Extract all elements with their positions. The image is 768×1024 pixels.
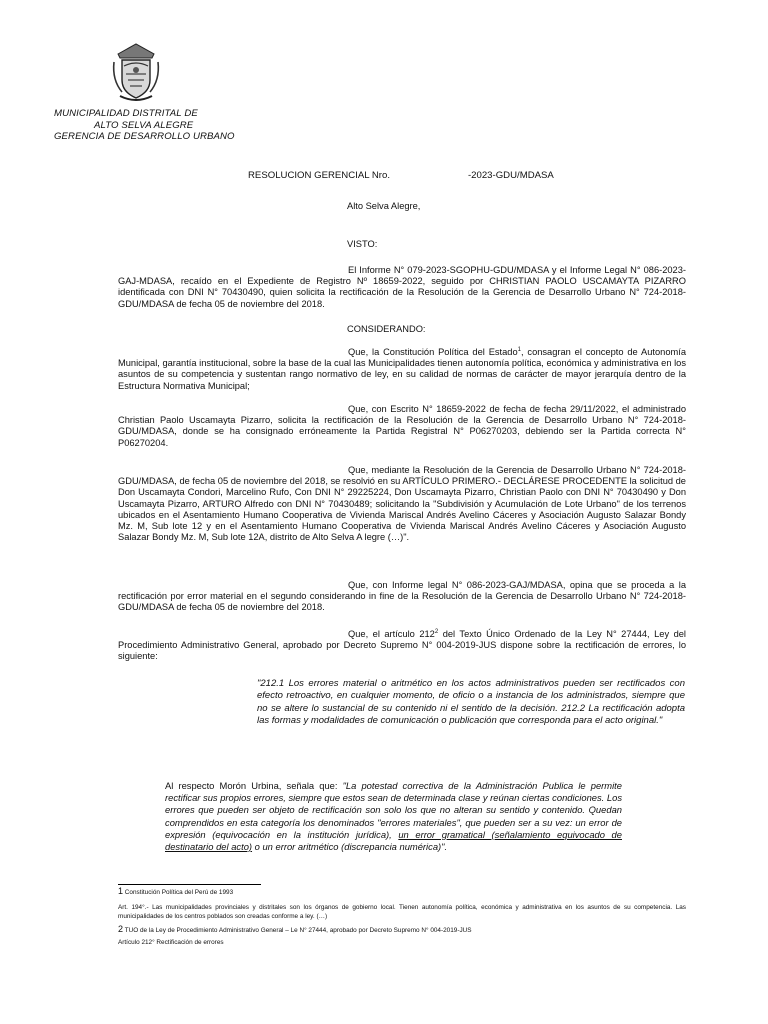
- visto-text: El Informe N° 079-2023-SGOPHU-GDU/MDASA y el Informe Legal N° 086-2023-GAJ-MDASA, recaído en el Expediente de Registro Nº 18659-2022, seguido por CHRISTIAN PAOLO USCAMAYTA PIZARRO identificada con DNI N° 70430490, quien solicita la rectificación de la Resolución de la Gerencia de Desarrollo Urbano N° 724-2018-GDU/MDASA de fecha 05 de noviembre del 2018.: [118, 265, 686, 309]
- footnote-ref-2[interactable]: 2: [434, 628, 439, 635]
- considerando-heading: CONSIDERANDO:: [347, 324, 426, 334]
- considerando-p3-text-a: Que, mediante la Resolución de la Gerencia de Desarrollo Urbano N° 724-2018-GDU/MDASA, de fecha 05 de noviembre del 2018, se resolvió en su ARTÍCULO PRIMERO.- DECLÁRESE PROCEDENTE: [118, 465, 686, 487]
- moron-quote-underlined: un error gramatical (señalamiento equivocado de destinatario del acto): [165, 828, 622, 853]
- footnote-1: [118, 887, 686, 898]
- footnote-1-title: Constitución Política del Perú de 1993: [124, 889, 234, 896]
- footnote-1-text: Art. 194°.- Las municipalidades provinciales y distritales son los órganos de gobierno local. Tienen autonomía política, económica y administrativa en los asuntos de su competencia. Las municipalidades de los centros poblados son creadas conforme a ley. (…): [118, 904, 686, 920]
- resolution-title-left: RESOLUCION GERENCIAL Nro.: [248, 170, 390, 181]
- resolution-title-number: -2023-GDU/MDASA: [467, 170, 554, 181]
- considerando-paragraph-4: [118, 580, 686, 614]
- municipality-name-line2: ALTO SELVA ALEGRE: [94, 119, 194, 131]
- considerando-paragraph-2: [118, 404, 686, 449]
- considerando-paragraph-1: [118, 347, 686, 392]
- municipality-name-line1: MUNICIPALIDAD DISTRITAL DE: [54, 108, 198, 119]
- footnote-2-text: Artículo 212° Rectificación de errores: [118, 939, 224, 946]
- considerando-p2-text: Que, con Escrito N° 18659-2022 de fecha de fecha 29/11/2022, el administrado Christian Paolo Uscamayta Pizarro, solicita la rectificación de la Resolución de la Gerencia de Desarrollo Urbano N° 724-2018-GDU/MDASA, donde se ha consignado erróneamente la Partida Registral N° P06270203, debiendo ser la Partida correcta N° P06270204.: [118, 404, 686, 448]
- considerando-p5-text-b: del Texto Único Ordenado de la Ley N° 27444, Ley del Procedimiento Administrativo General, aprobado por Decreto Supremo N° 004-2019-JUS dispone sobre la rectificación de errores, lo siguiente:: [118, 629, 686, 662]
- moron-lead: Al respecto Morón Urbina, señala que:: [165, 780, 343, 791]
- considerando-p4-text: Que, con Informe legal N° 086-2023-GAJ/MDASA, opina que se proceda a la rectificación por error material en el segundo considerando in fine de la Resolución de la Gerencia de Desarrollo Urbano N° 724-2018-GDU/MDASA de fecha 05 de noviembre del 2018.: [118, 580, 686, 613]
- footnote-2-title: TUO de la Ley de Procedimiento Administrativo General – Le N° 27444, aprobado por Decreto Supremo N° 004-2019-JUS: [124, 927, 472, 934]
- letterhead: [54, 108, 235, 143]
- moron-urbina-citation: [165, 780, 622, 853]
- legal-quote-block: "212.1 Los errores material o aritmético en los actos administrativos pueden ser rectificados con efecto retroactivo, en cualquier momento, de oficio o a instancia de los administrados, siempre que no se altere lo sustancial de su contenido ni el sentido de la decisión. 212.2 La rectificación adopta las formas y modalidades de comunicación o publicación que corresponda para el acto original.": [257, 678, 685, 727]
- footnote-ref-1[interactable]: 1: [517, 346, 521, 353]
- footnote-2: [118, 925, 686, 936]
- visto-paragraph: [118, 265, 686, 310]
- department-name: GERENCIA DE DESARROLLO URBANO: [54, 131, 235, 142]
- moron-quote-part1: "La potestad correctiva de la Administración Publica le permite rectificar sus propios errores, siempre que estos sean de determinada clase y reúnan ciertas condiciones. Los errores que pueden ser objeto de rectificación son solo los que no alteran su sentido y contenido. Quedan comprendidos en esta categoría los denominados "errores materiales", que pueden ser a su vez: un error de expresión (equivocación en la institución jurídica),: [165, 780, 623, 840]
- considerando-p5-text-a: Que, el artículo 212: [348, 629, 435, 639]
- considerando-paragraph-5: [118, 629, 686, 663]
- footnote-1-number: 1: [118, 886, 124, 896]
- visto-heading: VISTO:: [347, 239, 378, 249]
- moron-quote-part2: o un error aritmético (discrepancia numérica)".: [252, 841, 448, 853]
- place-date: Alto Selva Alegre,: [347, 201, 421, 211]
- considerando-p3-text-b: la solicitud de Don Uscamayta Condori, Marcelino Rufo, Con DNI N° 29225224, Don Uscamayta Pizarro, Christian Paolo con DNI N° 70430490 y Don Uscamayta Pizarro, ARTURO Alfredo con DNI N° 70430489; solicitando la "Subdivisión y Acumulación de Lote Urbano" de los terrenos ubicados en el Asentamiento Humano Cooperativa de Vivienda Mariscal Andrés Avelino Cáceres y Asociación Augusto Salazar Bondy Mz. M, Sub lote 12 y en el Asentamiento Humano Cooperativa de Vivienda Mariscal Andrés Avelino Cáceres y Asociación Augusto Salazar Bondy Mz. M, Sub lote 12A, distrito de Alto Selva A legre (…)".: [118, 476, 686, 543]
- resolution-title: [248, 170, 554, 181]
- footnote-separator: [118, 884, 261, 885]
- considerando-paragraph-3: [118, 465, 686, 543]
- considerando-p1-text-b: , consagran el concepto de Autonomía Municipal, garantía institucional, sobre la base de la cual las Municipalidades tienen autonomía política, económica y administrativa en los asuntos de su competencia y sustentan rango normativo de ley, en su calidad de normas de carácter de mayor jerarquía dentro de la Estructura Normativa Municipal;: [118, 347, 686, 391]
- considerando-p1-text-a: Que, la Constitución Política del Estado: [348, 347, 518, 357]
- footnote-2-number: 2: [118, 924, 124, 934]
- municipal-seal: [110, 40, 162, 104]
